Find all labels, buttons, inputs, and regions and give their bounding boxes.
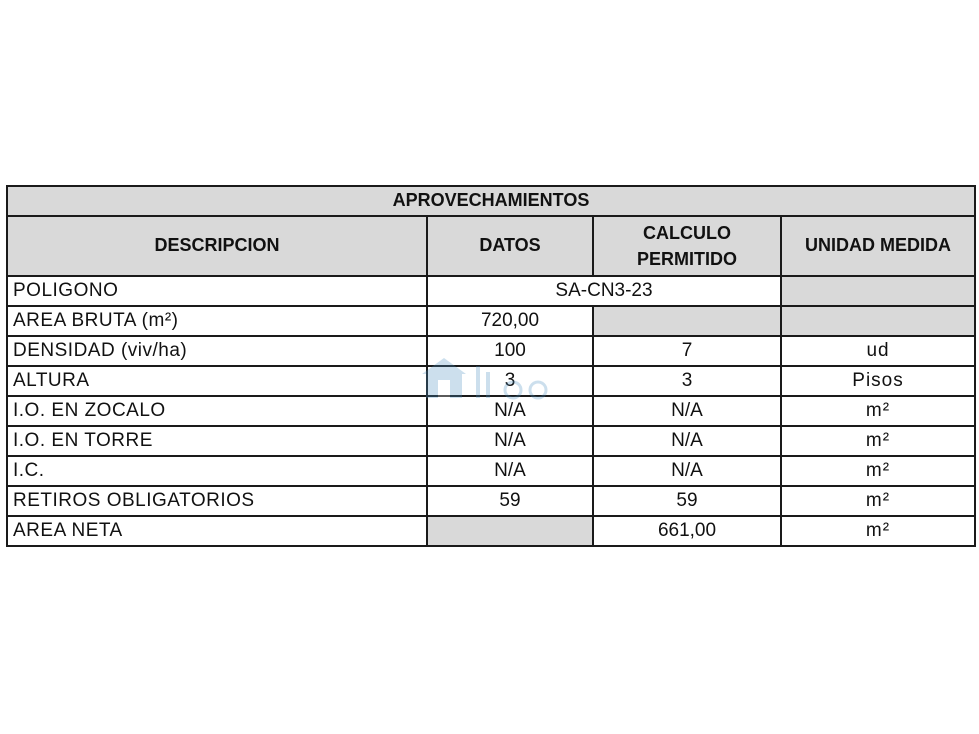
- table-title-row: [7, 186, 975, 216]
- row-description: I.C.: [7, 456, 427, 486]
- row-description: ALTURA: [7, 366, 427, 396]
- row-description: POLIGONO: [7, 276, 427, 306]
- row-calculo: N/A: [593, 426, 781, 456]
- row-datos: 100: [427, 336, 593, 366]
- row-datos: N/A: [427, 396, 593, 426]
- row-datos-empty: [427, 516, 593, 546]
- row-calculo: 7: [593, 336, 781, 366]
- table-row-retiros: [7, 486, 975, 516]
- table-row-densidad: [7, 336, 975, 366]
- table-row-area-neta: [7, 516, 975, 546]
- row-description: DENSIDAD (viv/ha): [7, 336, 427, 366]
- header-calculo-line1: CALCULO: [643, 222, 731, 243]
- row-unidad-empty: [781, 306, 975, 336]
- row-description: RETIROS OBLIGATORIOS: [7, 486, 427, 516]
- row-calculo: 3: [593, 366, 781, 396]
- row-datos: 3: [427, 366, 593, 396]
- row-unidad: m²: [781, 396, 975, 426]
- row-unidad: m²: [781, 486, 975, 516]
- column-header-row: [7, 216, 975, 276]
- header-unidad-medida: UNIDAD MEDIDA: [781, 216, 975, 276]
- table-row-poligono: [7, 276, 975, 306]
- row-calculo: 661,00: [593, 516, 781, 546]
- header-calculo-line2: PERMITIDO: [636, 249, 737, 269]
- row-unidad: Pisos: [781, 366, 975, 396]
- table-row-io-torre: [7, 426, 975, 456]
- row-unidad: ud: [781, 336, 975, 366]
- aprovechamientos-table: [6, 185, 976, 547]
- row-unidad: m²: [781, 516, 975, 546]
- table-row-io-zocalo: [7, 396, 975, 426]
- table-title: APROVECHAMIENTOS: [7, 186, 975, 216]
- row-unidad: m²: [781, 456, 975, 486]
- header-calculo-permitido: [593, 216, 781, 276]
- row-datos: 59: [427, 486, 593, 516]
- row-calculo: 59: [593, 486, 781, 516]
- row-calculo: N/A: [593, 456, 781, 486]
- row-unidad-empty: [781, 276, 975, 306]
- row-datos: N/A: [427, 426, 593, 456]
- row-description: AREA NETA: [7, 516, 427, 546]
- row-description: I.O. EN TORRE: [7, 426, 427, 456]
- table-row-altura: [7, 366, 975, 396]
- row-datos: N/A: [427, 456, 593, 486]
- row-unidad: m²: [781, 426, 975, 456]
- row-calculo-empty: [593, 306, 781, 336]
- row-datos: 720,00: [427, 306, 593, 336]
- header-descripcion: DESCRIPCION: [7, 216, 427, 276]
- table-row-ic: [7, 456, 975, 486]
- row-description: AREA BRUTA (m²): [7, 306, 427, 336]
- row-description: I.O. EN ZOCALO: [7, 396, 427, 426]
- row-datos-merged: SA-CN3-23: [427, 276, 781, 306]
- table-row-area-bruta: [7, 306, 975, 336]
- row-calculo: N/A: [593, 396, 781, 426]
- header-datos: DATOS: [427, 216, 593, 276]
